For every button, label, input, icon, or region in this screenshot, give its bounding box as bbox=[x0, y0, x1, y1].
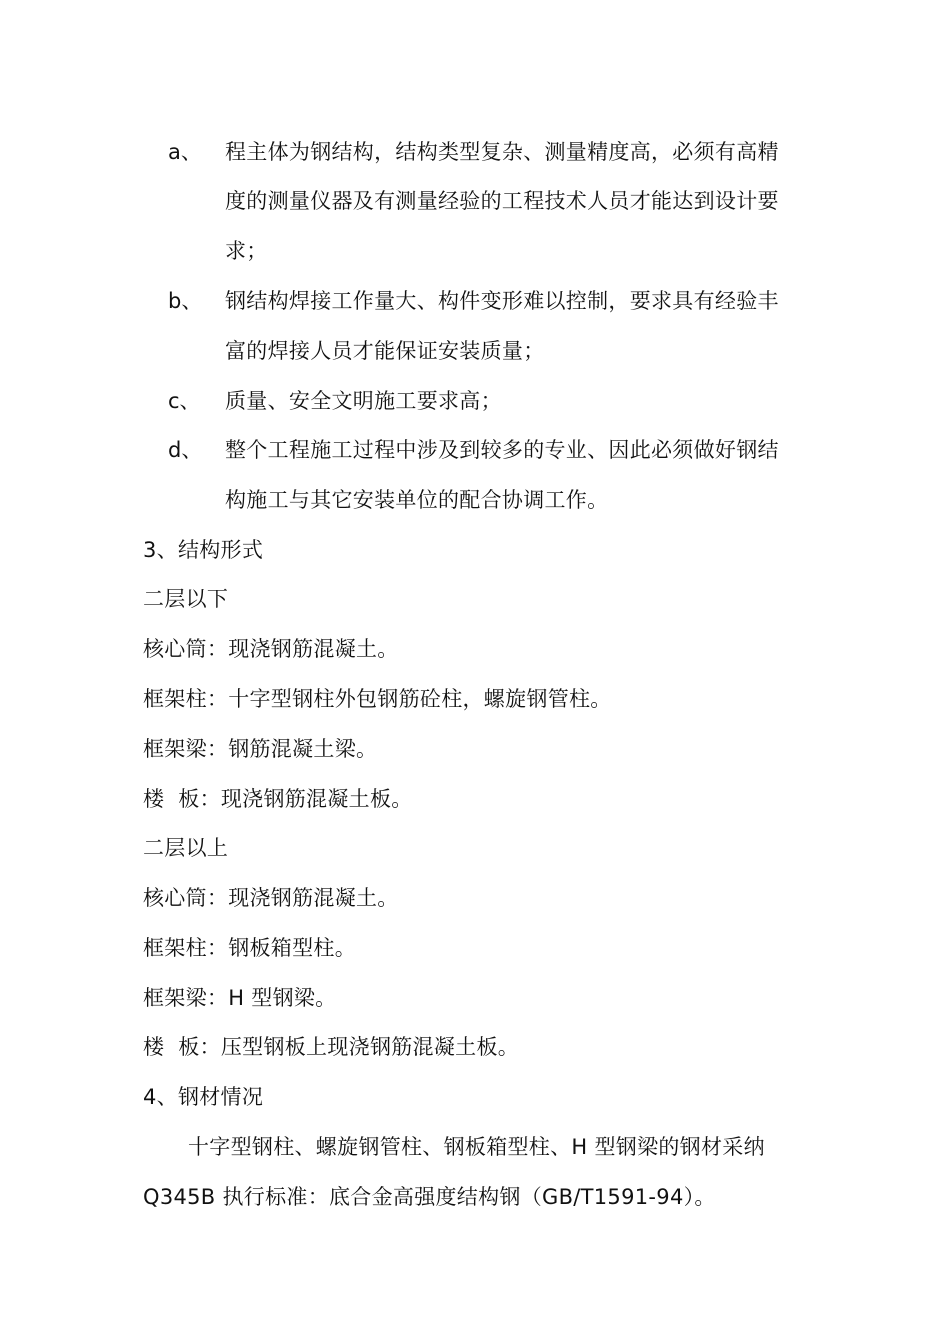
below-core-tube: 核心筒：现浇钢筋混凝土。 bbox=[143, 637, 399, 661]
above-frame-column: 框架柱：钢板箱型柱。 bbox=[143, 936, 356, 960]
below-frame-column: 框架柱：十字型钢柱外包钢筋砼柱，螺旋钢管柱。 bbox=[143, 687, 612, 711]
list-item-b-line-1: 钢结构焊接工作量大、构件变形难以控制，要求具有经验丰 bbox=[225, 289, 779, 313]
list-item-b-line-2: 富的焊接人员才能保证安装质量； bbox=[225, 339, 545, 363]
list-item-d-line-2: 构施工与其它安装单位的配合协调工作。 bbox=[225, 488, 609, 512]
below-frame-beam: 框架梁：钢筋混凝土梁。 bbox=[143, 737, 378, 761]
list-item-a-line-3: 求； bbox=[225, 239, 268, 263]
section-4-heading: 4、钢材情况 bbox=[143, 1085, 264, 1109]
list-item-d-line-1: 整个工程施工过程中涉及到较多的专业、因此必须做好钢结 bbox=[225, 438, 779, 462]
above-floor-slab: 楼 板：压型钢板上现浇钢筋混凝土板。 bbox=[143, 1035, 520, 1059]
list-marker-b: b、 bbox=[168, 289, 203, 313]
above-core-tube: 核心筒：现浇钢筋混凝土。 bbox=[143, 886, 399, 910]
list-item-c-line-1: 质量、安全文明施工要求高； bbox=[225, 389, 502, 413]
list-marker-c: c、 bbox=[168, 389, 201, 413]
list-item-a-line-2: 度的测量仪器及有测量经验的工程技术人员才能达到设计要 bbox=[225, 189, 779, 213]
steel-paragraph-line-1: 十字型钢柱、螺旋钢管柱、钢板箱型柱、H 型钢梁的钢材采纳 bbox=[188, 1135, 765, 1159]
list-marker-a: a、 bbox=[168, 140, 202, 164]
list-item-a-line-1: 程主体为钢结构，结构类型复杂、测量精度高，必须有高精 bbox=[225, 140, 779, 164]
steel-paragraph-line-2: Q345B 执行标准：底合金高强度结构钢（GB/T1591-94）。 bbox=[143, 1185, 716, 1209]
section-3-heading: 3、结构形式 bbox=[143, 538, 264, 562]
list-marker-d: d、 bbox=[168, 438, 203, 462]
below-floor-slab: 楼 板：现浇钢筋混凝土板。 bbox=[143, 787, 413, 811]
above-second-floor-heading: 二层以上 bbox=[143, 836, 229, 860]
above-frame-beam: 框架梁：H 型钢梁。 bbox=[143, 986, 337, 1010]
below-second-floor-heading: 二层以下 bbox=[143, 587, 229, 611]
